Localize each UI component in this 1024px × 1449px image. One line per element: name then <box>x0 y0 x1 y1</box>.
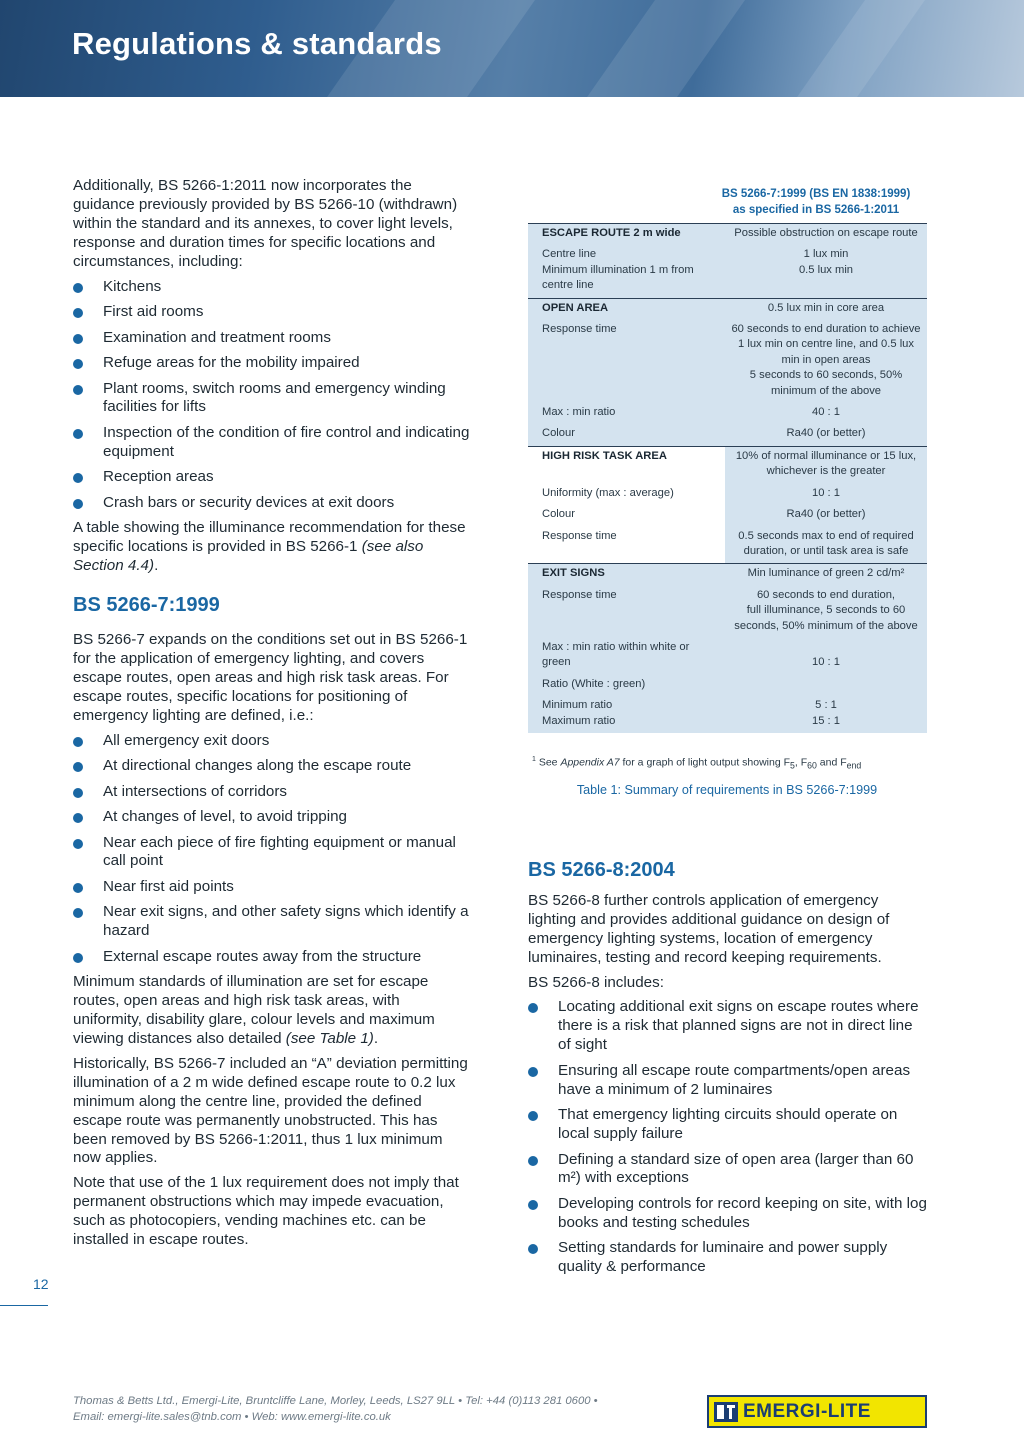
table-heading <box>706 186 926 218</box>
table-row <box>528 446 927 483</box>
table-cell-label: Response time <box>542 529 617 542</box>
table-note-paragraph <box>73 519 471 576</box>
table-row <box>528 298 927 320</box>
table-row <box>528 424 927 446</box>
requirements-table-body <box>528 224 927 733</box>
list-item: At intersections of corridors <box>73 783 471 802</box>
table-cell-value: 10 : 1 <box>725 638 927 675</box>
list-item: First aid rooms <box>73 303 471 322</box>
footnote-sub: 5 <box>790 760 795 771</box>
list-item: Plant rooms, switch rooms and emergency winding facilities for lifts <box>73 380 471 418</box>
table-cell-label: HIGH RISK TASK AREA <box>528 446 725 483</box>
list-item: Developing controls for record keeping on site, with log books and testing schedules <box>528 1195 928 1233</box>
table-cell-label: Minimum ratio Maximum ratio <box>528 696 725 733</box>
page-title: Regulations & standards <box>72 26 442 61</box>
table-row <box>528 320 927 403</box>
section-heading-bs5266-7: BS 5266-7:1999 <box>73 594 220 617</box>
table-cell-label: ESCAPE ROUTE 2 m wide <box>528 224 725 246</box>
list-item: All emergency exit doors <box>73 732 471 751</box>
table-cell-label: OPEN AREA <box>528 298 725 320</box>
table-row <box>528 245 927 298</box>
right-column <box>528 861 928 1284</box>
table-note-end: . <box>154 557 159 575</box>
list-item: Crash bars or security devices at exit doors <box>73 494 471 513</box>
table-cell-value: Ra40 (or better) <box>725 424 927 446</box>
table-row <box>528 484 927 505</box>
table-caption: Table 1: Summary of requirements in BS 5266-7:1999 <box>576 783 878 797</box>
bs5266-8-includes: BS 5266-8 includes: <box>528 973 664 991</box>
minimum-standards-reference: (see Table 1) <box>285 1030 374 1048</box>
table-row <box>528 527 927 564</box>
lighting-positions-list <box>73 732 471 967</box>
page-number-rule <box>0 1305 48 1306</box>
table-heading-line2: as specified in BS 5266-1:2011 <box>732 204 900 216</box>
table-cell-value: 60 seconds to end duration, full illuminance, 5 seconds to 60 seconds, 50% minimum of the above <box>725 586 927 638</box>
obstruction-note-paragraph: Note that use of the 1 lux requirement does not imply that permanent obstructions which may impede evacuation, such as photocopiers, vending machines etc. can be installed in escape routes. <box>73 1174 459 1249</box>
table-cell-label: EXIT SIGNS <box>528 564 725 586</box>
footer-contact <box>73 1394 598 1425</box>
table-cell-value: 5 : 1 15 : 1 <box>725 696 927 733</box>
table-cell-label: Centre line Minimum illumination 1 m from centre line <box>528 245 725 298</box>
footnote-sub: end <box>846 760 862 771</box>
table-cell-value: 40 : 1 <box>725 403 927 424</box>
table-row <box>528 638 927 675</box>
list-item: Near each piece of fire fighting equipment or manual call point <box>73 834 471 872</box>
table-cell-label: Response time <box>528 320 725 403</box>
page-number: 12 <box>33 1276 49 1292</box>
list-item: At directional changes along the escape route <box>73 757 471 776</box>
list-item: Refuge areas for the mobility impaired <box>73 354 471 373</box>
bs5266-8-intro: BS 5266-8 further controls application of emergency lighting and provides additional guidance on design of emergency lighting systems, location of emergency luminaires, testing and record keeping requirements. <box>528 891 890 966</box>
table-cell-value: Ra40 (or better) <box>725 505 927 526</box>
list-item: External escape routes away from the structure <box>73 948 471 967</box>
footnote-marker: 1 <box>532 756 536 763</box>
table-cell-label: Max : min ratio <box>528 403 725 424</box>
table-cell-value: 10 : 1 <box>725 484 927 505</box>
footnote-see: See <box>535 756 561 769</box>
requirements-table <box>528 223 927 733</box>
list-item: Reception areas <box>73 468 471 487</box>
left-column <box>73 177 471 1256</box>
running-man-icon <box>709 1397 743 1426</box>
table-footnote: $^1$ See Appendix A7 for a graph of light output showing $F_5$, $F_{60}$ and $F_{end}$ <box>532 756 862 771</box>
table-row <box>528 564 927 586</box>
table-row <box>528 505 927 526</box>
list-item: Near exit signs, and other safety signs which identify a hazard <box>73 903 471 941</box>
emergi-lite-logo <box>707 1395 927 1428</box>
logo-wordmark: EMERGI-LITE <box>743 1400 871 1422</box>
table-cell-label: Response time <box>528 586 725 638</box>
table-cell-label: Colour <box>542 508 575 521</box>
list-item: Examination and treatment rooms <box>73 329 471 348</box>
footnote-reference: Appendix A7 <box>560 756 620 769</box>
bs5266-8-list <box>528 998 928 1277</box>
list-item: That emergency lighting circuits should operate on local supply failure <box>528 1106 928 1144</box>
table-row <box>528 224 927 246</box>
minimum-standards-paragraph <box>73 973 471 1049</box>
table-cell-value: 1 lux min 0.5 lux min <box>725 245 927 298</box>
table-cell-label: Max : min ratio within white or green <box>528 638 725 675</box>
specific-locations-list <box>73 278 471 513</box>
list-item: At changes of level, to avoid tripping <box>73 808 471 827</box>
table-cell-label: Colour <box>528 424 725 446</box>
table-note-reference: (see also Section 4.4) <box>73 538 424 575</box>
list-item: Locating additional exit signs on escape routes where there is a risk that planned signs are not in direct line of sight <box>528 998 928 1055</box>
table-note-text: A table showing the illuminance recommendation for these specific locations is provided in BS 5266-1 <box>73 519 466 556</box>
list-item: Setting standards for luminaire and power supply quality & performance <box>528 1239 928 1277</box>
table-cell-value: 10% of normal illuminance or 15 lux, whichever is the greater <box>725 446 927 483</box>
footnote-sub: 60 <box>807 760 817 771</box>
table-row <box>528 586 927 638</box>
table-heading-line1: BS 5266-7:1999 (BS EN 1838:1999) <box>721 188 911 200</box>
table-cell-value <box>725 675 927 696</box>
list-item: Ensuring all escape route compartments/open areas have a minimum of 2 luminaires <box>528 1062 928 1100</box>
table-row <box>528 675 927 696</box>
footer-email-web: Email: emergi-lite.sales@tnb.com • Web: www.emergi-lite.co.uk <box>73 1410 391 1423</box>
list-item: Inspection of the condition of fire control and indicating equipment <box>73 424 471 462</box>
table-cell-value: 0.5 seconds max to end of required duration, or until task area is safe <box>725 527 927 564</box>
minimum-standards-text: Minimum standards of illumination are set for escape routes, open areas and high risk task areas, with uniformity, disability glare, colour levels and maximum viewing distances also detailed <box>73 973 435 1048</box>
table-cell-label: Ratio (White : green) <box>528 675 725 696</box>
historical-paragraph: Historically, BS 5266-7 included an “A” deviation permitting illumination of a 2 m wide defined escape route to 0.2 lux minimum along the centre line, provided the defined escape route was permanently unobstructed. This has been removed by BS 5266-1:2011, thus 1 lux minimum now applies. <box>73 1054 468 1167</box>
footnote-text: for a graph of light output showing F <box>619 756 791 769</box>
footer-address: Thomas & Betts Ltd., Emergi-Lite, Bruntcliffe Lane, Morley, Leeds, LS27 9LL • Tel: +44 (0)113 281 0600 • <box>73 1395 598 1407</box>
table-cell-value: Possible obstruction on escape route <box>725 224 927 246</box>
list-item: Kitchens <box>73 278 471 297</box>
table-cell-value: Min luminance of green 2 cd/m² <box>725 564 927 586</box>
section-heading-bs5266-8: BS 5266-8:2004 <box>528 859 675 881</box>
intro-paragraph: Additionally, BS 5266-1:2011 now incorporates the guidance previously provided by BS 5266-10 (withdrawn) within the standard and its annexes, to cover light levels, response and duration times for specific locations and circumstances, including: <box>73 177 458 270</box>
footnote-and: and F <box>816 756 847 769</box>
table-cell-label: Uniformity (max : average) <box>542 486 674 499</box>
minimum-standards-end: . <box>373 1030 379 1048</box>
bs5266-7-intro: BS 5266-7 expands on the conditions set out in BS 5266-1 for the application of emergency lighting, and covers escape routes, open areas and high risk task areas. For escape routes, specific locations for positioning of emergency lighting are defined, i.e.: <box>73 630 468 724</box>
list-item: Near first aid points <box>73 878 471 897</box>
table-row <box>528 696 927 733</box>
list-item: Defining a standard size of open area (larger than 60 m²) with exceptions <box>528 1151 928 1189</box>
page-header-banner <box>0 0 1024 97</box>
table-cell-value: 60 seconds to end duration to achieve 1 lux min on centre line, and 0.5 lux min in open areas 5 seconds to 60 seconds, 50% minimum of the above <box>725 320 927 403</box>
table-cell-value: 0.5 lux min in core area <box>725 298 927 320</box>
table-row <box>528 403 927 424</box>
